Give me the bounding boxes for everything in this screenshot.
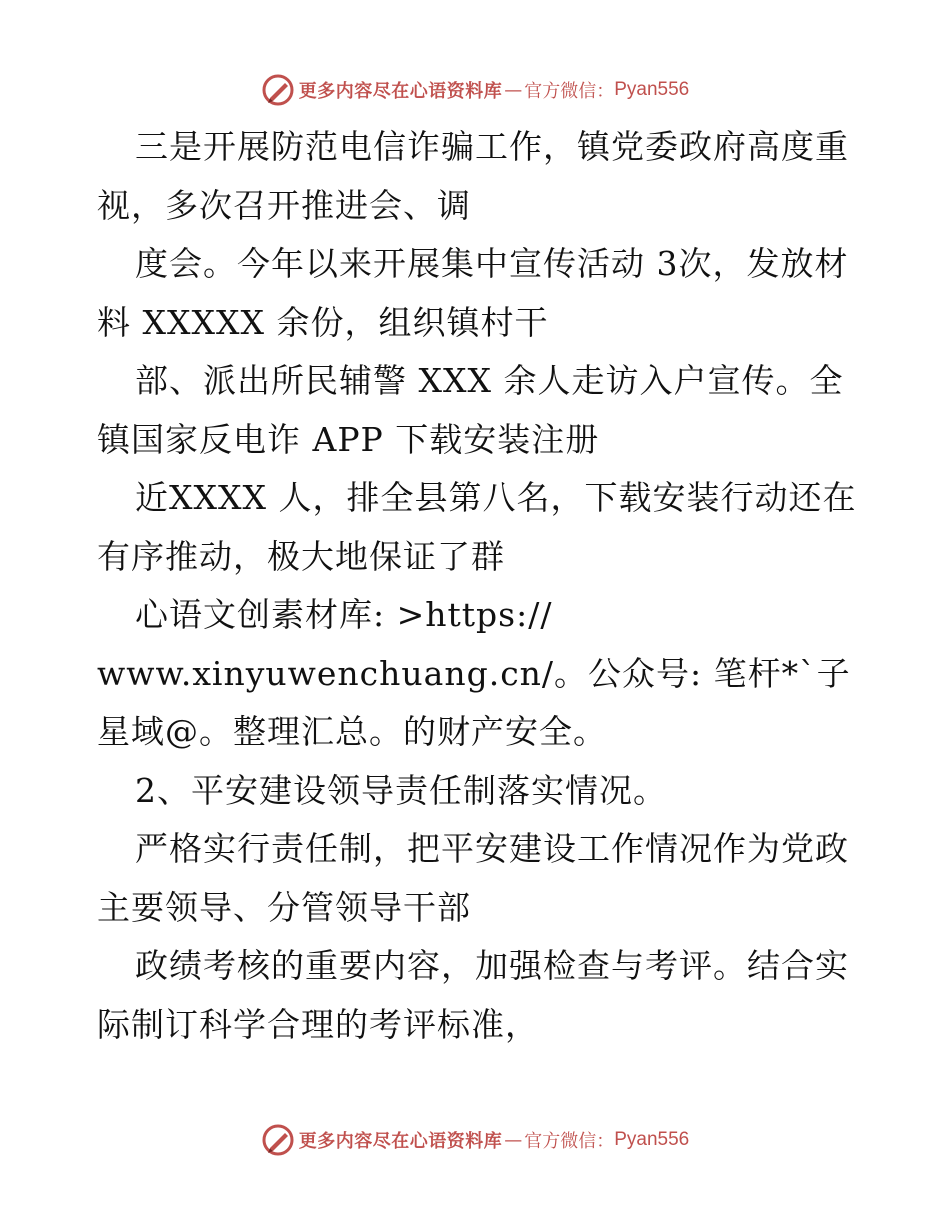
header-title: 更多内容尽在心语资料库 <box>298 81 503 102</box>
paragraph-9: 政绩考核的重要内容，加强检查与考评。结合实际制订科学合理的考评标准， <box>97 946 849 1044</box>
header-wechat-label: 官方微信： <box>524 81 615 102</box>
footer-wechat-label: 官方微信： <box>524 1131 615 1152</box>
header-wechat-id: Pyan556 <box>614 79 690 100</box>
footer-banner <box>0 1120 950 1160</box>
footer-title: 更多内容尽在心语资料库 <box>298 1131 503 1152</box>
header-banner <box>0 70 950 110</box>
footer-separator: — <box>504 1129 523 1151</box>
paragraph-3: 部、派出所民辅警 XXX 余人走访入户宣传。全镇国家反电诈 APP 下载安装注册 <box>97 361 844 459</box>
paragraph-4: 近XXXX 人，排全县第八名，下载安装行动还在有序推动，极大地保证了群 <box>97 478 857 576</box>
document-body <box>97 118 857 1054</box>
paragraph-1: 三是开展防范电信诈骗工作，镇党委政府高度重视，多次召开推进会、调 <box>97 127 849 225</box>
paragraph-7: 2、平安建设领导责任制落实情况。 <box>135 770 667 810</box>
paragraph-8: 严格实行责任制，把平安建设工作情况作为党政主要领导、分管领导干部 <box>97 829 849 927</box>
paragraph-5: 心语文创素材库: >https:// <box>135 595 553 634</box>
pen-logo-icon <box>261 73 295 107</box>
pen-logo-icon <box>261 1123 295 1157</box>
header-separator: — <box>504 79 523 101</box>
paragraph-6: www.xinyuwenchuang.cn/。公众号: 笔杆*`子星域@。整理汇总。的财产安全。 <box>97 653 851 751</box>
paragraph-2: 度会。今年以来开展集中宣传活动 3次，发放材料 XXXXX 余份，组织镇村干 <box>97 244 849 342</box>
footer-wechat-id: Pyan556 <box>614 1129 690 1150</box>
